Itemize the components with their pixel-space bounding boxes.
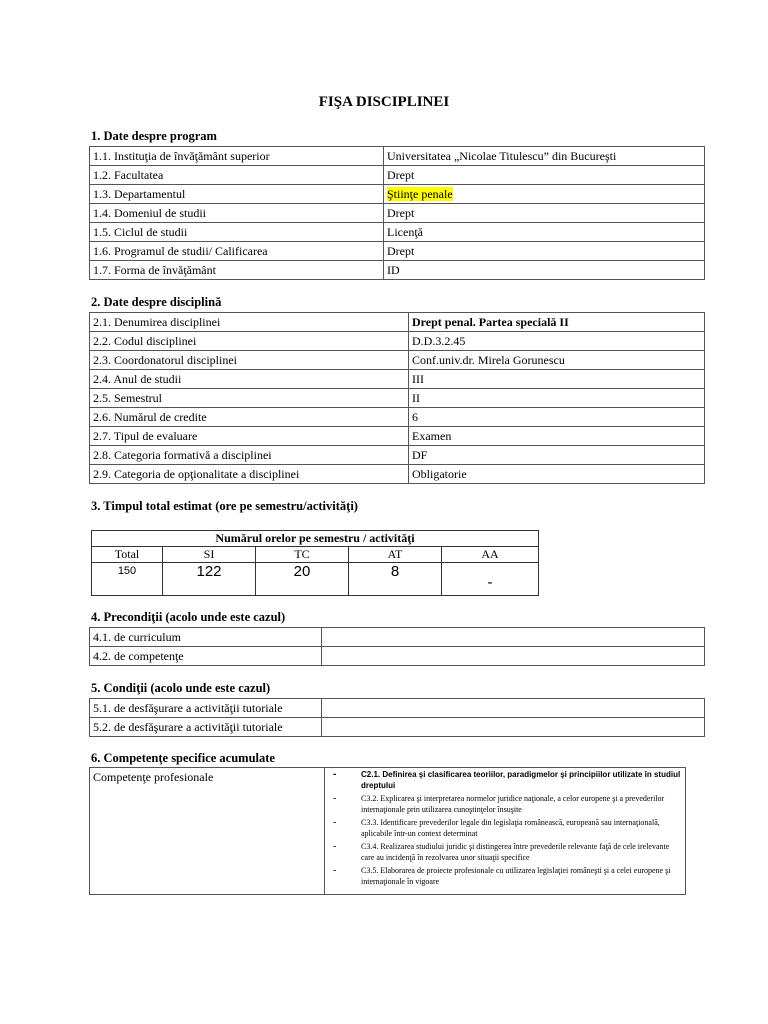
label-cell: 4.1. de curriculum [90,628,322,647]
value-cell: 6 [409,408,705,427]
bullet-dash: - [333,865,337,876]
label-cell: 2.5. Semestrul [90,389,409,408]
table-row [90,370,705,389]
table-row [90,351,705,370]
header-aa: AA [442,547,539,563]
table-row [90,446,705,465]
value-cell [322,699,705,718]
table-row [92,563,539,596]
bullet-dash: - [333,793,337,804]
label-cell: 1.1. Instituţia de învăţământ superior [90,147,384,166]
table-row [90,427,705,446]
table-row [90,389,705,408]
conditions-table [89,698,705,737]
label-cell: 2.9. Categoria de opţionalitate a disciplinei [90,465,409,484]
table-row [90,628,705,647]
competence-text: C2.1. Definirea şi clasificarea teoriilor, paradigmelor şi principiilor utilizate în studiul dreptului [361,770,681,790]
label-cell: 1.5. Ciclul de studii [90,223,384,242]
value-cell [322,718,705,737]
competence-category: Competenţe profesionale [90,768,325,895]
label-cell: 2.2. Codul disciplinei [90,332,409,351]
list-item [329,818,681,839]
table-row [90,204,705,223]
table-row [90,261,705,280]
table-row [90,718,705,737]
value-at: 8 [349,563,442,596]
label-cell: 2.7. Tipul de evaluare [90,427,409,446]
table-row [90,699,705,718]
competence-text: C3.4. Realizarea studiului juridic şi distingerea între prevederile relevante faţă de cele irelevante care au incidenţă în rezolvarea unor situaţii specifice [361,842,670,862]
list-item [329,794,681,815]
value-cell: Examen [409,427,705,446]
table-row [90,166,705,185]
value-aa: - [442,563,539,596]
label-cell: 2.4. Anul de studii [90,370,409,389]
list-item [329,842,681,863]
value-cell: Licenţă [384,223,705,242]
table-row [92,547,539,563]
value-cell: II [409,389,705,408]
value-cell [322,647,705,666]
label-cell: 2.1. Denumirea disciplinei [90,313,409,332]
competences-table [89,767,686,895]
header-si: SI [163,547,256,563]
value-cell: Conf.univ.dr. Mirela Gorunescu [409,351,705,370]
table-row [90,332,705,351]
value-total: 150 [92,563,163,596]
table-row [90,242,705,261]
section-6-heading: 6. Competenţe specifice acumulate [91,751,275,765]
value-cell: Drept [384,204,705,223]
value-cell: Universitatea „Nicolae Titulescu” din Bucureşti [384,147,705,166]
value-cell: ID [384,261,705,280]
label-cell: 1.7. Forma de învăţământ [90,261,384,280]
list-item [329,770,681,791]
competence-text: C3.2. Explicarea şi interpretarea normelor juridice naţionale, a celor europene şi a prevederilor internaţionale prin utilizarea cunoştinţelor însuşite [361,794,665,814]
value-cell: Drept penal. Partea specială II [409,313,705,332]
header-at: AT [349,547,442,563]
document-title: FIŞA DISCIPLINEI [318,94,450,110]
section-3-heading: 3. Timpul total estimat (ore pe semestru/activităţi) [91,499,358,513]
section-2-heading: 2. Date despre disciplină [91,295,222,309]
value-cell: III [409,370,705,389]
bullet-dash: - [333,817,337,828]
competence-list [325,768,686,895]
hours-table [91,530,539,596]
label-cell: 1.2. Facultatea [90,166,384,185]
section-1-heading: 1. Date despre program [91,129,217,143]
competence-text: C3.3. Identificare prevederilor legale din legislaţia românească, europeană sau internaţională, aplicabile într-un context determinat [361,818,660,838]
preconditions-table [89,627,705,666]
label-cell: 4.2. de competenţe [90,647,322,666]
header-tc: TC [256,547,349,563]
value-cell: Drept [384,242,705,261]
value-cell: D.D.3.2.45 [409,332,705,351]
hours-table-title: Numărul orelor pe semestru / activităţi [92,531,539,547]
label-cell: 1.4. Domeniul de studii [90,204,384,223]
table-row [90,223,705,242]
value-cell [384,185,705,204]
label-cell: 2.8. Categoria formativă a disciplinei [90,446,409,465]
list-item [329,866,681,887]
value-cell: DF [409,446,705,465]
table-row [90,147,705,166]
table-row [90,465,705,484]
label-cell: 5.2. de desfăşurare a activităţii tutoriale [90,718,322,737]
table-row [90,185,705,204]
table-row [92,531,539,547]
bullet-dash: - [333,841,337,852]
value-si: 122 [163,563,256,596]
bullet-dash: - [333,769,337,780]
label-cell: 2.6. Numărul de credite [90,408,409,427]
table-row [90,768,686,895]
label-cell: 2.3. Coordonatorul disciplinei [90,351,409,370]
section-5-heading: 5. Condiţii (acolo unde este cazul) [91,681,271,695]
table-row [90,647,705,666]
header-total: Total [92,547,163,563]
program-table [89,146,705,280]
department-highlight: Ştiinţe penale [387,187,453,201]
table-row [90,313,705,332]
label-cell: 1.3. Departamentul [90,185,384,204]
label-cell: 5.1. de desfăşurare a activităţii tutoriale [90,699,322,718]
competence-text: C3.5. Elaborarea de proiecte profesionale cu utilizarea legislaţiei româneşti şi a celei europene şi internaţionale în vigoare [361,866,671,886]
value-tc: 20 [256,563,349,596]
label-cell: 1.6. Programul de studii/ Calificarea [90,242,384,261]
value-cell [322,628,705,647]
section-4-heading: 4. Precondiţii (acolo unde este cazul) [91,610,286,624]
value-cell: Obligatorie [409,465,705,484]
discipline-table [89,312,705,484]
value-cell: Drept [384,166,705,185]
table-row [90,408,705,427]
